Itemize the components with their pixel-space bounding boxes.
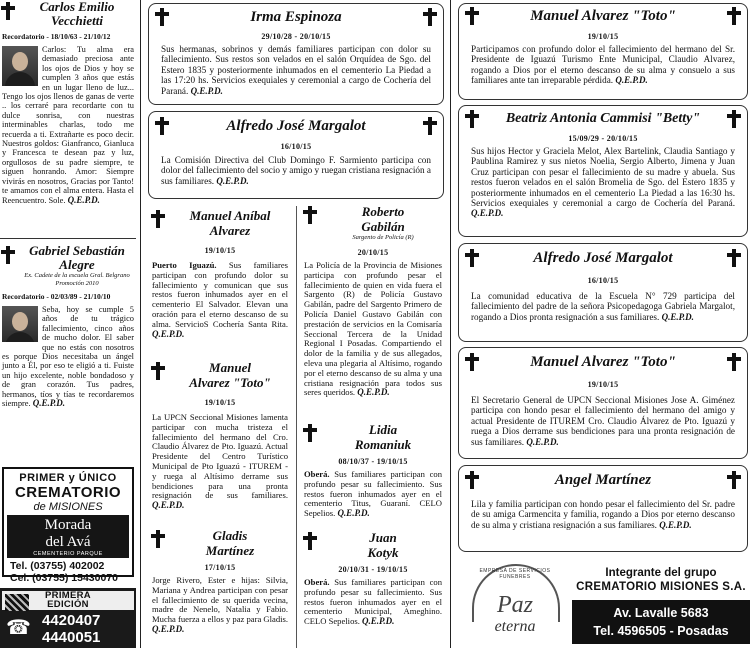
obituary-text: Oberá. Sus familiares participan con profundo pesar su fallecimiento. Sus restos fueron inhumados ayer en el cementerio Titus, Guaraní. CELO Sepelios. Q.E.P.D.: [304, 469, 442, 519]
obituary-name: Alfredo José Margalot: [533, 250, 673, 266]
ad-line: Integrante del grupo: [605, 567, 717, 579]
obituary-name: Vecchietti: [51, 13, 103, 28]
obituary-name: Lidia: [368, 422, 398, 437]
obituary-name: Romaniuk: [354, 437, 412, 452]
obituary-name: Kotyk: [367, 545, 399, 560]
obituary-alfredo-margalot: [148, 111, 444, 199]
primera-edicion-logo: [2, 591, 134, 610]
cross-icon: [422, 117, 438, 135]
obituary-text: Oberá. Sus familiares participan con profundo pesar su fallecimiento. Sus restos fueron inhumados ayer en el cementerio Municipal, Ameghino. CELO Sepelios. Q.E.P.D.: [304, 577, 442, 627]
crematorio-ad: [2, 467, 134, 584]
qepd: Q.E.P.D.: [190, 85, 223, 96]
obituary-name: Alvarez "Toto": [189, 375, 271, 390]
divider: [0, 238, 136, 239]
ad-text: [572, 566, 750, 644]
cross-icon: [464, 7, 480, 25]
ad-line: CREMATORIO MISIONES S.A.: [576, 581, 746, 593]
paz-eterna-ad: [464, 560, 750, 648]
obituary-name: Juan: [369, 530, 397, 545]
obituary-name: Gladis: [212, 528, 248, 543]
obituary-lidia-romaniuk: [302, 422, 444, 528]
ad-line: PRIMER y ÚNICO: [19, 472, 117, 484]
qepd: Q.E.P.D.: [152, 328, 185, 339]
cross-icon: [726, 110, 742, 128]
column-rule-1: [140, 0, 141, 648]
qepd: Q.E.P.D.: [32, 398, 66, 409]
obituary-name: Gabilán: [361, 219, 405, 234]
middle-column: [146, 0, 446, 648]
qepd: Q.E.P.D.: [337, 508, 370, 519]
obituary-subtitle: Ex. Cadete de la escuela Gral. Belgrano: [24, 272, 130, 279]
obituary-text: Sus hijos Hector y Graciela Melot, Alex Bartelink, Claudia Santiago y Paublina Ramirez y sus nietos Noelia, Sergio Alberto, Jimena y Juan Cruz participan con pesar el fallecimiento de su madre y abuela. Sus restos fueron velados en el salón Bromelia de Sgo. del Estero 1835 y posteriormente inhumados en el cementerio La Piedad a las 16:30 hs. Servicios exequiales y ceremonial a cargo de Cochería del Paraná. Q.E.P.D.: [471, 146, 735, 219]
telephone-icon: ☎: [6, 617, 31, 639]
obituary-name: Manuel Aníbal: [189, 208, 271, 223]
brand-line: Morada: [44, 517, 92, 533]
primera-edicion-ad: [0, 588, 136, 648]
obituary-dates: 19/10/15: [204, 398, 236, 407]
obituary-name: Carlos Emilio: [39, 0, 115, 14]
ad-phone: Cel. (03755) 15430070: [10, 572, 118, 584]
obituary-dates: 08/10/37 - 19/10/15: [338, 457, 408, 466]
qepd: Q.E.P.D.: [659, 519, 692, 530]
obituary-juan-kotyk: [302, 530, 444, 648]
qepd: Q.E.P.D.: [362, 616, 395, 627]
morada-logo: [7, 515, 129, 558]
ad-contact-block: [572, 600, 750, 644]
deceased-photo: [2, 46, 38, 86]
obituary-name: Angel Martínez: [554, 472, 652, 488]
obituary-angel-martinez: [458, 465, 748, 552]
cross-icon: [150, 210, 166, 228]
cross-icon: [464, 110, 480, 128]
cross-icon: [150, 530, 166, 548]
obituary-text: Carlos: Tu alma era demasiado preciosa ante los ojos de Dios y hoy se cumplen 3 años que estás en un lugar lleno de luz... Tengo los ojos llenos de ganas de verte .. los cerraré para recordarte con tu dulce sonrisa, con nuestras interminables charlas, todo me recuerda a ti. Extrañarte es poco decir. Nuestros goldos: Gianfranco, Gianluca y Francesca te desean paz y luz, orgullosos de su padre siempre, te siguen honrando. Amor: Siempre vivirás en nosotros, Gracias por Tanto! te amamos con el alma entera. Hasta el Reencuentro. Sole. Q.E.P.D.: [2, 45, 134, 205]
qepd: Q.E.P.D.: [471, 208, 504, 219]
obituary-beatriz-cammisi: [458, 105, 748, 237]
obituary-dates: 17/10/15: [204, 563, 236, 572]
qepd: Q.E.P.D.: [526, 436, 559, 447]
ad-phone: 4440051: [42, 629, 101, 646]
logo-word: eterna: [494, 618, 536, 635]
obituary-gladis-martinez: [150, 528, 290, 648]
ad-address: Av. Lavalle 5683: [613, 606, 709, 620]
record-line: Recordatorio - 18/10/63 - 21/10/12: [2, 32, 111, 41]
qepd: Q.E.P.D.: [661, 311, 694, 322]
obituary-text: Jorge Rivero, Ester e hijas: Silvia, Mariana y Andrea participan con pesar el fallecimiento de su querida vecina, madre de Nenelo, Natalia y Fabio. Mucha fuerza a ellos y paz para Gladis. Q.E.P.D.: [152, 575, 289, 634]
qepd: Q.E.P.D.: [67, 194, 100, 205]
logo-stripes-icon: [5, 594, 29, 611]
obituary-name: Martínez: [205, 543, 255, 558]
qepd: Q.E.P.D.: [152, 500, 185, 511]
deceased-photo: [2, 306, 38, 342]
cross-icon: [150, 362, 166, 380]
obituary-name: Roberto: [361, 204, 405, 219]
logo-arc-text: EMPRESA DE SERVICIOS FUNEBRES: [479, 568, 551, 580]
cross-icon: [302, 424, 318, 442]
obituary-name: Manuel: [209, 360, 251, 375]
obituary-name: Manuel Alvarez "Toto": [530, 354, 676, 370]
obituary-name: Manuel Alvarez "Toto": [530, 8, 676, 24]
obituary-toto-upcn: [458, 347, 748, 459]
cross-icon: [464, 471, 480, 489]
record-label: Recordatorio: [2, 32, 45, 41]
sub-column-rule: [296, 206, 297, 648]
qepd: Q.E.P.D.: [152, 623, 185, 634]
cross-icon: [726, 249, 742, 267]
obituary-text: El Secretario General de UPCN Seccional Misiones Jose A. Giménez participa con hondo pesar el fallecimiento del hermano del amigo y actual Presidente de ITUREM Cro. Claudio Álvarez de Pto. Iguazú y ruega a Dios derrame sus bendiciones para una pronta resignación de sus familiares. Q.E.P.D.: [471, 395, 735, 447]
brand-line: CEMENTERIO PARQUE: [33, 551, 103, 557]
obituary-vecchietti: [0, 0, 136, 232]
obituary-text: La Comisión Directiva del Club Domingo F. Sarmiento participa con dolor del fallecimiento del socio y amigo y ruegan cristiana resignación a sus familiares. Q.E.P.D.: [161, 155, 431, 186]
cross-icon: [726, 7, 742, 25]
cross-icon: [154, 8, 170, 26]
column-rule-2: [450, 0, 451, 648]
cross-icon: [464, 353, 480, 371]
obituary-toto-iguazu-turismo: [458, 3, 748, 100]
obituary-name: Alfredo José Margalot: [226, 118, 366, 134]
obituary-text: La comunidad educativa de la Escuela N° 729 participa del fallecimiento del padre de la señora Psicopedagoga Gabriela Margalot, rogando a Dios pronta resignación a sus familiares. Q.E.P.D.: [471, 291, 735, 322]
obituary-name: Alvarez: [209, 223, 251, 238]
obituary-dates: 20/10/31 - 19/10/15: [338, 565, 408, 574]
obituary-text: Participamos con profundo dolor el fallecimiento del hermano del Sr. Presidente de Iguazú Turismo Ente Municipal, Claudio Alvarez, rogando a Dios por el eterno descanso de su alma y consuelo a sus familiares ante tan irreparable pérdida. Q.E.P.D.: [471, 44, 735, 86]
record-line: Recordatorio - 02/03/89 - 21/10/10: [2, 292, 111, 301]
obituary-dates: 20/10/15: [357, 248, 389, 257]
ad-phone: Tel. 4596505 - Posadas: [593, 624, 729, 638]
obituary-dates: 19/10/15: [204, 246, 236, 255]
obituary-text: Puerto Iguazú. Sus familiares participan con profundo dolor su fallecimiento y comunican que sus restos fueron inhumados ayer en el cementerio El Salvador. Elevan una oración para el eterno descanso de su alma. ServicioS Cochería Santa Rita. Q.E.P.D.: [152, 260, 288, 339]
obituary-text: La UPCN Seccional Misiones lamenta participar con mucha tristeza el fallecimiento del hermano del Cro. Claudio Álvarez de Pto. Iguazú. Actual Presidente del Centro Turístico Municipal de Pto Iguazú - ITUREM - y ruega al Altísimo derrame sus bendiciones para una pronta resignación de sus familiares. Q.E.P.D.: [152, 412, 288, 511]
obituary-manuel-alvarez-toto: [150, 360, 290, 520]
obituary-name: Beatriz Antonia Cammisi "Betty": [505, 111, 701, 126]
obituary-alegre: [0, 244, 136, 454]
cross-icon: [302, 532, 318, 550]
logo-word: Paz: [497, 592, 533, 618]
cross-icon: [464, 249, 480, 267]
cross-icon: [0, 246, 16, 264]
obituary-name: Gabriel Sebastián: [29, 243, 125, 258]
record-label: Recordatorio: [2, 292, 45, 301]
obituary-name: Irma Espinoza: [250, 9, 342, 25]
obituary-subtitle: Promoción 2010: [55, 280, 99, 287]
obituary-dates: 18/10/63 - 21/10/12: [50, 32, 111, 41]
obituary-manuel-anibal-alvarez: [150, 208, 290, 353]
cross-icon: [726, 471, 742, 489]
obituary-text: Seba, hoy se cumple 5 años de tu trágico fallecimiento, cinco años de mucho dolor. El saber que no estás con nosotros es porque Dios necesitaba un ángel junto a Él, por eso te eligió a ti. Fuiste un hijo excelente, noble bondadoso y de gran corazón. Tus padres, hermanos, tíos y tías te recordaremos siempre. Q.E.P.D.: [2, 305, 134, 409]
ad-phone: Tel. (03755) 402002: [10, 560, 105, 572]
obituary-subtitle: Sargento de Policía (R): [352, 234, 414, 241]
ad-line: de MISIONES: [33, 501, 103, 513]
ad-phone: 4420407: [42, 612, 101, 629]
qepd: Q.E.P.D.: [216, 175, 249, 186]
obituary-dates: 29/10/28 - 20/10/15: [261, 32, 331, 41]
cross-icon: [422, 8, 438, 26]
qepd: Q.E.P.D.: [357, 387, 390, 398]
obituary-dates: 19/10/15: [587, 32, 619, 41]
obituary-text: La Policía de la Provincia de Misiones participa con profundo pesar el fallecimiento de quien en vida fuera el Sargento (R) de Policía Gustavo Gabilán, padre del Sargento Primero de Policía Daniel Gustavo Gabilán con prestación de servicios en la Comisaría Seccional Tercera de la Unidad Regional I Posadas. Compartiendo el dolor de la familia y de sus allegados, eleva una plegaria al Altísimo, rogando por el eterno descanso de su alma y una cristiana resignación para todos sus seres queridos. Q.E.P.D.: [304, 260, 442, 398]
cross-icon: [726, 353, 742, 371]
cross-icon: [154, 117, 170, 135]
cross-icon: [0, 2, 16, 20]
obituary-roberto-gabilan: [302, 204, 444, 416]
obituary-text: Sus hermanas, sobrinos y demás familiares participan con dolor su fallecimiento. Sus restos son velados en el salón Orquídea de Sgo. del Estero 1835 y posteriormente inhumados en el cementerio La Piedad a las 17:20 hs. Servicios exequiales y ceremonial a cargo de Cochería del Paraná. Q.E.P.D.: [161, 44, 431, 96]
qepd: Q.E.P.D.: [615, 75, 648, 86]
brand-line: del Avá: [45, 534, 91, 550]
obituary-dates: 19/10/15: [587, 380, 619, 389]
right-column: [456, 0, 750, 648]
obituary-name: Alegre: [59, 257, 95, 272]
logo-line: EDICIÓN: [47, 599, 89, 610]
obituary-dates: 02/03/89 - 21/10/10: [50, 292, 111, 301]
obituary-alfredo-margalot-escuela: [458, 243, 748, 342]
obituary-dates: 16/10/15: [280, 142, 312, 151]
paz-eterna-logo: [464, 560, 566, 648]
cross-icon: [302, 206, 318, 224]
ad-line: CREMATORIO: [14, 484, 122, 501]
obituary-text: Lila y familia participan con hondo pesar el fallecimiento del Sr. padre de su amiga Carmencita y familia, rogando a Dios por eterno descanso de su alma y cristiana resignación a sus familiares. Q.E.P.D.: [471, 499, 735, 530]
obituary-irma-espinoza: [148, 3, 444, 105]
obituary-dates: 15/09/29 - 20/10/15: [568, 134, 638, 143]
logo-line: PRIMERA: [45, 590, 91, 601]
left-column: [0, 0, 136, 648]
obituary-dates: 16/10/15: [587, 276, 619, 285]
